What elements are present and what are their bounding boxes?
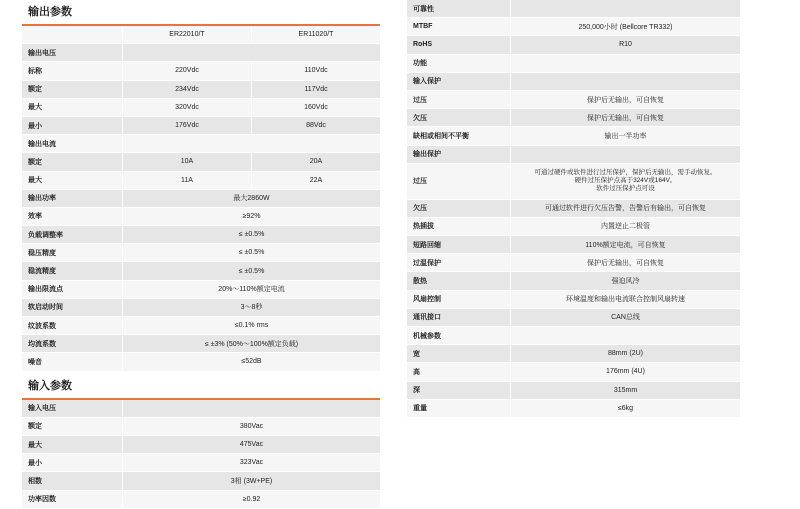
row-value: 88Vdc [251, 117, 380, 134]
table-row [22, 418, 380, 436]
row-value: 250,000小时 (Bellcore TR332) [510, 18, 740, 35]
row-label: 功率因数 [28, 496, 56, 504]
row-label: 额定 [28, 86, 42, 94]
row-label: 输出限流点 [28, 286, 63, 294]
row-value: ≤ ±3% (50%～100%额定负载) [122, 335, 380, 352]
row-label: 标称 [28, 67, 42, 75]
group-header-row [407, 146, 740, 164]
table-row [22, 190, 380, 208]
row-value: 可通过软件进行欠压告警，告警后有输出，可自恢复 [510, 200, 740, 217]
row-value: 10A [122, 153, 251, 170]
row-value: 20A [251, 153, 380, 170]
row-value: ≥92% [122, 208, 380, 225]
row-label: 热插拔 [413, 223, 434, 231]
table-row [407, 363, 740, 381]
row-value: 可通过硬件或软件进行过压保护，保护后无输出，需手动恢复。 硬件过压保护点高于324V或164V。 软件过压保护点可设 [510, 164, 740, 199]
table-row [407, 382, 740, 400]
row-value: 176mm (4U) [510, 363, 740, 380]
table-row [407, 254, 740, 272]
spec-table-right [407, 0, 740, 418]
row-label: 过压 [413, 96, 427, 104]
row-label: 纹波系数 [28, 322, 56, 330]
row-value: ≤ ±0.5% [122, 262, 380, 279]
row-value: 输出一半功率 [510, 127, 740, 144]
row-value: 110Vdc [251, 62, 380, 79]
table-row [407, 127, 740, 145]
group-header-row [22, 44, 380, 62]
row-label: 相数 [28, 477, 42, 485]
row-value: 22A [251, 172, 380, 189]
table-row [22, 99, 380, 117]
row-label: 散热 [413, 278, 427, 286]
row-value: CAN总线 [510, 309, 740, 326]
table-row [22, 472, 380, 490]
row-value: 最大2860W [122, 190, 380, 207]
row-value: 保护后无输出，可自恢复 [510, 91, 740, 108]
table-row [407, 91, 740, 109]
row-label: 重量 [413, 405, 427, 413]
table-row [407, 164, 740, 200]
row-value: 117Vdc [251, 81, 380, 98]
row-label: 过温保护 [413, 259, 441, 267]
row-value: 内置逆止二极管 [510, 218, 740, 235]
table-row [22, 208, 380, 226]
input-params-table [22, 400, 380, 509]
row-label: 输出电流 [28, 140, 56, 148]
input-params-title: 输入参数 [22, 374, 380, 400]
group-header-row [407, 327, 740, 345]
row-label: 风扇控制 [413, 296, 441, 304]
row-label: 机械参数 [413, 332, 441, 340]
table-row [22, 353, 380, 371]
row-label: 软启动时间 [28, 304, 63, 312]
row-value: 315mm [510, 382, 740, 399]
row-value: 环境温度和输出电流联合控制风扇转速 [510, 291, 740, 308]
table-row [22, 299, 380, 317]
row-value: 3～8秒 [122, 299, 380, 316]
table-row [22, 81, 380, 99]
table-row [407, 400, 740, 418]
row-label: 功能 [413, 60, 427, 68]
row-label: 宽 [413, 350, 420, 358]
table-row [407, 109, 740, 127]
table-row [22, 244, 380, 262]
row-label: 输入电压 [28, 405, 56, 413]
table-row [22, 62, 380, 80]
row-value: ≤ ±0.5% [122, 244, 380, 261]
left-column [22, 0, 380, 509]
table-row [22, 226, 380, 244]
row-label: 深 [413, 387, 420, 395]
row-label: 稳压精度 [28, 249, 56, 257]
table-row [22, 172, 380, 190]
row-value: 保护后无输出，可自恢复 [510, 109, 740, 126]
row-label: MTBF [413, 23, 433, 31]
row-label: 负载调整率 [28, 231, 63, 239]
output-params-title: 输出参数 [22, 0, 380, 26]
table-row [22, 153, 380, 171]
row-label: 欠压 [413, 114, 427, 122]
row-value: ≤6kg [510, 400, 740, 417]
row-value: 176Vdc [122, 117, 251, 134]
row-value: 160Vdc [251, 99, 380, 116]
row-label: 输出保护 [413, 151, 441, 159]
row-value: R10 [510, 36, 740, 53]
table-row [407, 218, 740, 236]
column-header-er11020: ER11020/T [251, 26, 380, 43]
row-label: 欠压 [413, 205, 427, 213]
group-header-row [407, 73, 740, 91]
group-header-row [22, 400, 380, 418]
row-value: 320Vdc [122, 99, 251, 116]
row-label: 缺相或相间不平衡 [413, 132, 469, 140]
column-header-row [22, 26, 380, 44]
row-value: 323Vac [122, 454, 380, 471]
row-label: 通讯接口 [413, 314, 441, 322]
table-row [22, 281, 380, 299]
table-row [407, 236, 740, 254]
row-value: ≤ ±0.5% [122, 226, 380, 243]
row-label: RoHS [413, 41, 433, 49]
row-value: ≥0.92 [122, 491, 380, 508]
row-label: 最大 [28, 441, 42, 449]
row-label: 最大 [28, 177, 42, 185]
row-label: 短路回缩 [413, 241, 441, 249]
table-row [22, 436, 380, 454]
row-value: 强迫风冷 [510, 272, 740, 289]
row-value: 88mm (2U) [510, 345, 740, 362]
row-label: 最小 [28, 122, 42, 130]
group-header-row [22, 135, 380, 153]
row-label: 均流系数 [28, 340, 56, 348]
table-row [22, 117, 380, 135]
row-value: 234Vdc [122, 81, 251, 98]
row-value: 110%额定电流，可自恢复 [510, 236, 740, 253]
row-label: 输出功率 [28, 195, 56, 203]
row-label: 噪音 [28, 358, 42, 366]
table-row [407, 200, 740, 218]
row-value: 3相 (3W+PE) [122, 472, 380, 489]
row-value: 220Vdc [122, 62, 251, 79]
row-label: 输入保护 [413, 78, 441, 86]
row-value: 20%～110%额定电流 [122, 281, 380, 298]
table-row [407, 309, 740, 327]
row-label: 额定 [28, 423, 42, 431]
row-label: 稳流精度 [28, 268, 56, 276]
table-row [407, 18, 740, 36]
row-value: 保护后无输出，可自恢复 [510, 254, 740, 271]
table-row [22, 491, 380, 509]
row-label: 过压 [413, 178, 427, 186]
row-label: 最大 [28, 104, 42, 112]
table-row [407, 272, 740, 290]
column-header-er22010: ER22010/T [122, 26, 251, 43]
row-label: 最小 [28, 459, 42, 467]
row-label: 输出电压 [28, 49, 56, 57]
table-row [407, 345, 740, 363]
row-value: ≤52dB [122, 353, 380, 370]
row-label: 可靠性 [413, 5, 434, 13]
group-header-row [407, 0, 740, 18]
table-row [407, 291, 740, 309]
row-value: 475Vac [122, 436, 380, 453]
table-row [407, 36, 740, 54]
row-value: ≤0.1% rms [122, 317, 380, 334]
table-row [22, 335, 380, 353]
group-header-row [407, 55, 740, 73]
row-value: 380Vac [122, 418, 380, 435]
row-label: 额定 [28, 158, 42, 166]
right-column [407, 0, 740, 418]
table-row [22, 454, 380, 472]
row-value: 11A [122, 172, 251, 189]
output-params-table [22, 44, 380, 371]
table-row [22, 262, 380, 280]
row-label: 高 [413, 368, 420, 376]
row-label: 效率 [28, 213, 42, 221]
table-row [22, 317, 380, 335]
